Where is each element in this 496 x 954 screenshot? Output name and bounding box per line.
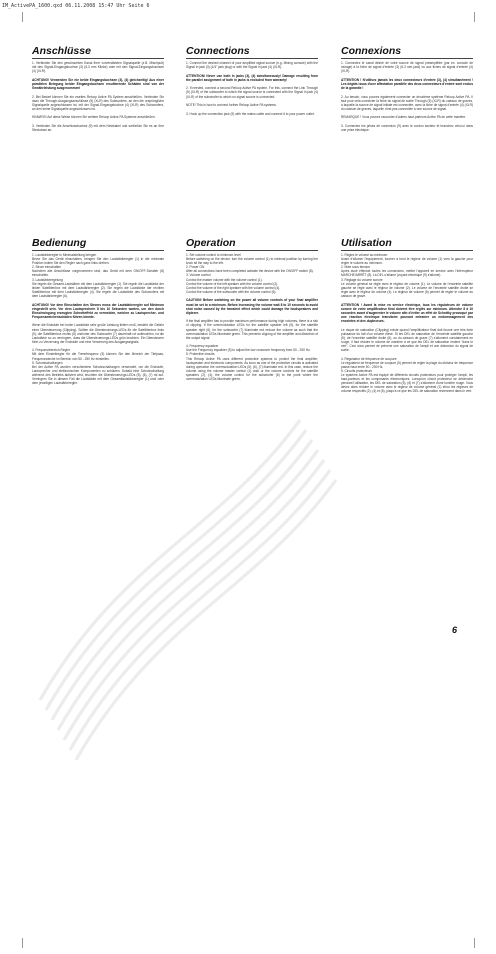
print-header: IM_ActivePA_1600.qxd 06.11.2008 15:47 Uhr Seite 6 <box>2 3 150 9</box>
de-connections-warning: ACHTUNG! Verwenden Sie nie beide Eingangsbuchsen (3), (4) gleichzeitig! Aus einer parallelen Belegung beider Eingangsbuchsen resultierende Schäden sind von der Gewährleistung ausgenommen! <box>32 77 164 90</box>
en-operation-clipping-info: If the final amplifier has to provide maximum performance during high volumes, there is a risk of clipping. If the overmodulation LEDs for the satellite speaker left (5), for the satellite speaker right (6), for the subwoofer (7) illuminate red reduce the volume as such that the overmodulation LEDs illuminate green. This prevents clipping of the amplifier and distortion of the output signal. <box>186 319 318 340</box>
section-title-connexions: Connexions <box>341 46 473 59</box>
de-connections-step-3: 3. Verbinden Sie die Anschlussbuchse (9) mit dem Netzkabel und schließen Sie es an Ihre Steckdose an. <box>32 124 164 133</box>
en-connections-step-2: 2. If needed, connect a second Reloop Active PA system. For this, connect the Link Through (5) (XLR) of the subwoofer to which the signal source is connected with the Signal In jack (4) (XLR) of the subwoofer to which no signal source is connected. <box>186 86 318 99</box>
de-operation-clipping-info: Wenn die Endstufe bei hoher Lautstärke sehr große Leistung liefern muß, besteht die Gefahr einer Übersteuerung (Clipping). Sollten die Übersteuerungs-LEDs für die Satellitenbox links (5), die Satellitenbox rechts (6) und/oder des Subwoofer (7) dauerhaft rot aufleuchten, ist die Lautstärke so zu verringern, dass die Übersteuerungs-LEDs grün leuchten. Ein Übersteuern führt zu Verzerrung der Endstufe und eine Verzerrung des Ausgangssignals. <box>32 323 164 344</box>
section-title-connections: Connections <box>186 46 318 59</box>
column-english-operation <box>186 238 318 386</box>
de-operation-steps-4-5: 4. Frequenzbereich-Regler Mit dem Einstellregler für die Trennfrequenz (5) können Sie den Bereich der Tiefpass-Frequenzweiche im Bereich von 50 - 250 Hz einstellen. 5. Schutzschaltungen Bei der Active PA wurden verschiedene Schutzschaltungen verwendet, um die Endstufe, Lautsprecher und elektronischen Komponenten zu schützen. Sobald eine Schutzschaltung während des Betriebs aktiviert wird, leuchten die Übersteuerungs-LEDs (5), (6), (7) rot auf. Verringern Sie in diesem Fall die Lautstärke mit dem Gesamtlautstärkeregler (1) und/ oder dem jeweiligen Lautstärkeregler. <box>32 348 164 386</box>
crop-mark-bottom-right <box>474 938 475 948</box>
de-operation-warning: ACHTUNG! Vor dem Einschalten des Stroms muss der Lautstärkeregler auf Minimum eingestellt sein. Vor dem Lautsprechern 8 bis 10 Sekunden warten, um den durch Einschwingung erzeugten Schrotteffekt zu vermeiden, weicher zu Lautsprecher- und Frequenzweichenschäden führen könnte. <box>32 302 164 319</box>
section-title-bedienung: Bedienung <box>32 238 164 251</box>
section-title-utilisation: Utilisation <box>341 238 473 251</box>
de-operation-steps-1-3: 1. Lautstärkeregler in Minimalstellung bringen Bevor Sie das Gerät einschalten, bringen Sie den Lautstärkeregler (1) in die minimale Position indem Sie den Regler nach ganz links drehen. 2. Strom einschalten Nachdem alle Anschlüsse vorgenommen sind, das Gerät mit dem ON/OFF-Schalter (8) einschalten. 3. Lautstärkeregelung Sie regeln die Gesamt-Lautstärke mit dem Lautstärkeregler (1). Sie regeln die Lautstärke der linken Satellitenbox mit dem Lautstärkeregler (2). Sie regeln die Lautstärke der rechten Satellitenbox mit dem Lautstärkeregler (4). Sie regeln die Lautstärke des Subwoofers mit dem Lautstärkeregler (6). <box>32 253 164 298</box>
en-connections-step-1: 1. Connect the desired channel of your amplified signal source (e.g. Mixing console) with the Signal In jack (3) (1/4" jack plug) or with the Signal In jack (4) (XLR). <box>186 61 318 70</box>
column-french-connections <box>341 46 473 137</box>
column-german-operation <box>32 238 164 390</box>
fr-operation-warning: ATTENTION ! Avant la mise en service électrique, tous les régulateurs de volume sonore de votre amplificateur final doivent être réglés sur minimum. Attendre 8 à 10 secondes avant d'augmenter le volume afin d'éviter un effet de Schottky provoqué par une réaction électrique transitoire pouvant entraîner un endommagement des enceintes et des duplexeurs. <box>341 302 473 323</box>
column-english-connections <box>186 46 318 120</box>
en-connections-step-3: 3. Hook up the connection jack (9) with the mains cable and connect it to your power outlet. <box>186 111 315 116</box>
en-connections-warning: ATTENTION! Never use both in jacks (3), (4) simultaneously! Damage resulting from the parallel assignment of both in jacks is excluded from warranty! <box>186 73 318 82</box>
crop-mark-top-left <box>22 12 23 22</box>
section-title-anschluesse: Anschlüsse <box>32 46 164 59</box>
column-german-connections <box>32 46 164 137</box>
fr-connections-step-2: 2. Au besoin, vous pouvez également connecter un deuxième système Reloop Active PA. Il faut pour cela connecter la fiche du signal de sortie Through (5) (XLR) du caisson de graves, à laquelle la source de signal initiale est connectée, avec la fiche de signal d'entrée (4) (XLR) du caisson de graves, laquelle n'est pas connectée à une source de signal. <box>341 94 473 111</box>
crop-mark-bottom-left <box>22 938 23 948</box>
en-operation-steps-1-3: 1. Set volume control to minimum level Before switching on the device, turn the volume control (1) to minimal position by turning the knob all the way to the left. 2. Power ON After all connections have been completed activate the device with the ON/OFF switch (8). 3. Volume control Control the master volume with the volume control (1). Control the volume of the left speaker with the volume control (2). Control the volume of the right speaker with the volume control (4). Control the volume of the subwoofer with the volume control (6). <box>186 253 318 294</box>
fr-connections-note: REMARQUE ! Vous pouvez raccorder d'autres haut-parleurs Active PA de cette manière. <box>341 115 467 120</box>
en-connections-note: NOTE! This is how to connect further Reloop Active PA systems. <box>186 103 277 108</box>
column-french-operation <box>341 238 473 398</box>
en-operation-steps-4-5: 4. Frequency equalizer Use the Frequency equalizer (5) to adjust the low crossover frequency from 50 - 250 Hz. 5. Protective circuits This Reloop Active PA uses different protective systems to protect the final amplifier, loudspeaker and electronic components. As soon as one of the protective circuits is activated during operation the overmodulation LEDs (5), (6), (7) illuminate red. In this case, reduce the volume using the volume master control (1) and/ or the volume controls for the satellite speakers (2), (4), the volume control for the subwoofer (6) to the point where the overmodulation LEDs illuminate green. <box>186 344 318 382</box>
section-title-operation: Operation <box>186 238 318 251</box>
fr-operation-clipping-info: Le risque de saturation (Clipping) existe quand l'amplificateur final doit fournir une très forte puissance du fait d'un volume élevé. Si les DEL de saturation de l'enceinte satellite gauche (5), de l'enceinte satellite droite (6), ou du caisson de grave (7) s'allument constamment en rouge, il faut réduire le volume de manière à ce que les DEL de saturation restent "dans le vert". Ceci vous permet de prévenir une saturation de l'ampli et une distorsion du signal de sortie. <box>341 327 473 352</box>
fr-connections-warning: ATTENTION ! N'utilisez jamais les deux connecteurs d'entrée (3), (4) simultanément ! Les dégâts issus d'une affectation parallèle des deux connecteurs d'entrée sont exclus de la garantie ! <box>341 77 473 90</box>
fr-connections-step-3: 3. Connectez les prises de connexion (9) avec le cordon secteur et branchez celui-ci dans une prise électrique. <box>341 124 473 133</box>
fr-operation-steps-1-3: 1. Réglez le volume au minimum Avant d'allumer l'équipement, tourner à fond le régleur de volume (1) vers la gauche pour régler le volume au minimum. 2. Mise sous tension Après avoir effectué toutes les connexions, mettre l'appareil en service avec l'interrupteur MARCHE/ARRÊT (8). La DEL s'allume (voyant électrique (9) s'allume). 3. Réglage du volume sonore Le volume général se règle avec le régleur de volume (1). Le volume de l'enceinte satellite gauche se règle avec le régleur de volume (2). Le volume de l'enceinte satellite droite se règle avec le régleur de volume (4). Le régleur de volume (6) permet de régler le volume du caisson de grave. <box>341 253 473 298</box>
page-number: 6 <box>452 625 458 635</box>
en-operation-caution: CAUTION! Before switching on the power all volume controls of your final amplifier must be set to a minimum. Before increasing the volume wait 8 to 10 seconds to avoid shot noise caused by the transient effect which could damage the loudspeakers and diplexer. <box>186 298 318 315</box>
de-connections-step-2: 2. Bei Bedarf können Sie ein zweites Reloop Active PA System anschließen. Verbinden Sie dazu die Through-Ausgangsanschlüsse (5) (XLR) des Subwoofers, an den die ursprüngliche Signalquelle angeschlossen ist, mit der Signal-Eingangsbuchse (4) (XLR) des Subwoofers, an den keine Signalquelle angeschlossen ist. <box>32 94 164 111</box>
de-connections-step-1: 1. Verbinden Sie den gewünschten Kanal Ihrer vorverstärkten Signalquelle (z.B. Mischpult) mit den Signal-Eingangsbuchse (3) (6,3 mm Klinke) oder mit den Signal-Eingangsbuchsen (4) (XLR). <box>32 61 164 74</box>
fr-connections-step-1: 1. Connectez le canal désiré de votre source de signal préamplifiée (par ex. console de mixage) à la fiche de signal d'entrée (3) (6,3 mm jack) ou aux fiches de signal d'entrée (4) (XLR). <box>341 61 473 74</box>
fr-operation-steps-4-5: 4. Régulateur de fréquence de coupure Le régulateur de fréquence de coupure (5) permet de régler la plage du diviseur de fréquence passe-haut entre 50 - 250 Hz. 5. Circuits protecteurs Le système Active PA est équipé de différents circuits protecteurs pour protéger l'ampli, les haut-parleurs et les composants électroniques. Lorsqu'un circuit protecteur se déclenche pendant l'utilisation, les DEL de saturation (5), (6) et (7) s'allument d'une lumière rouge. Vous devez alors réduire le volume avec le régleur de volume général (1) et/ou les régleurs de volume respectifs (2), (4) et (6), jusqu'à ce que les DEL de saturation reviennent dans le vert. <box>341 356 474 394</box>
de-connections-note: HINWEIS! Auf diese Weise können Sie weitere Reloop Active PA Systeme anschließen. <box>32 115 156 120</box>
crop-mark-top-right <box>474 12 475 22</box>
